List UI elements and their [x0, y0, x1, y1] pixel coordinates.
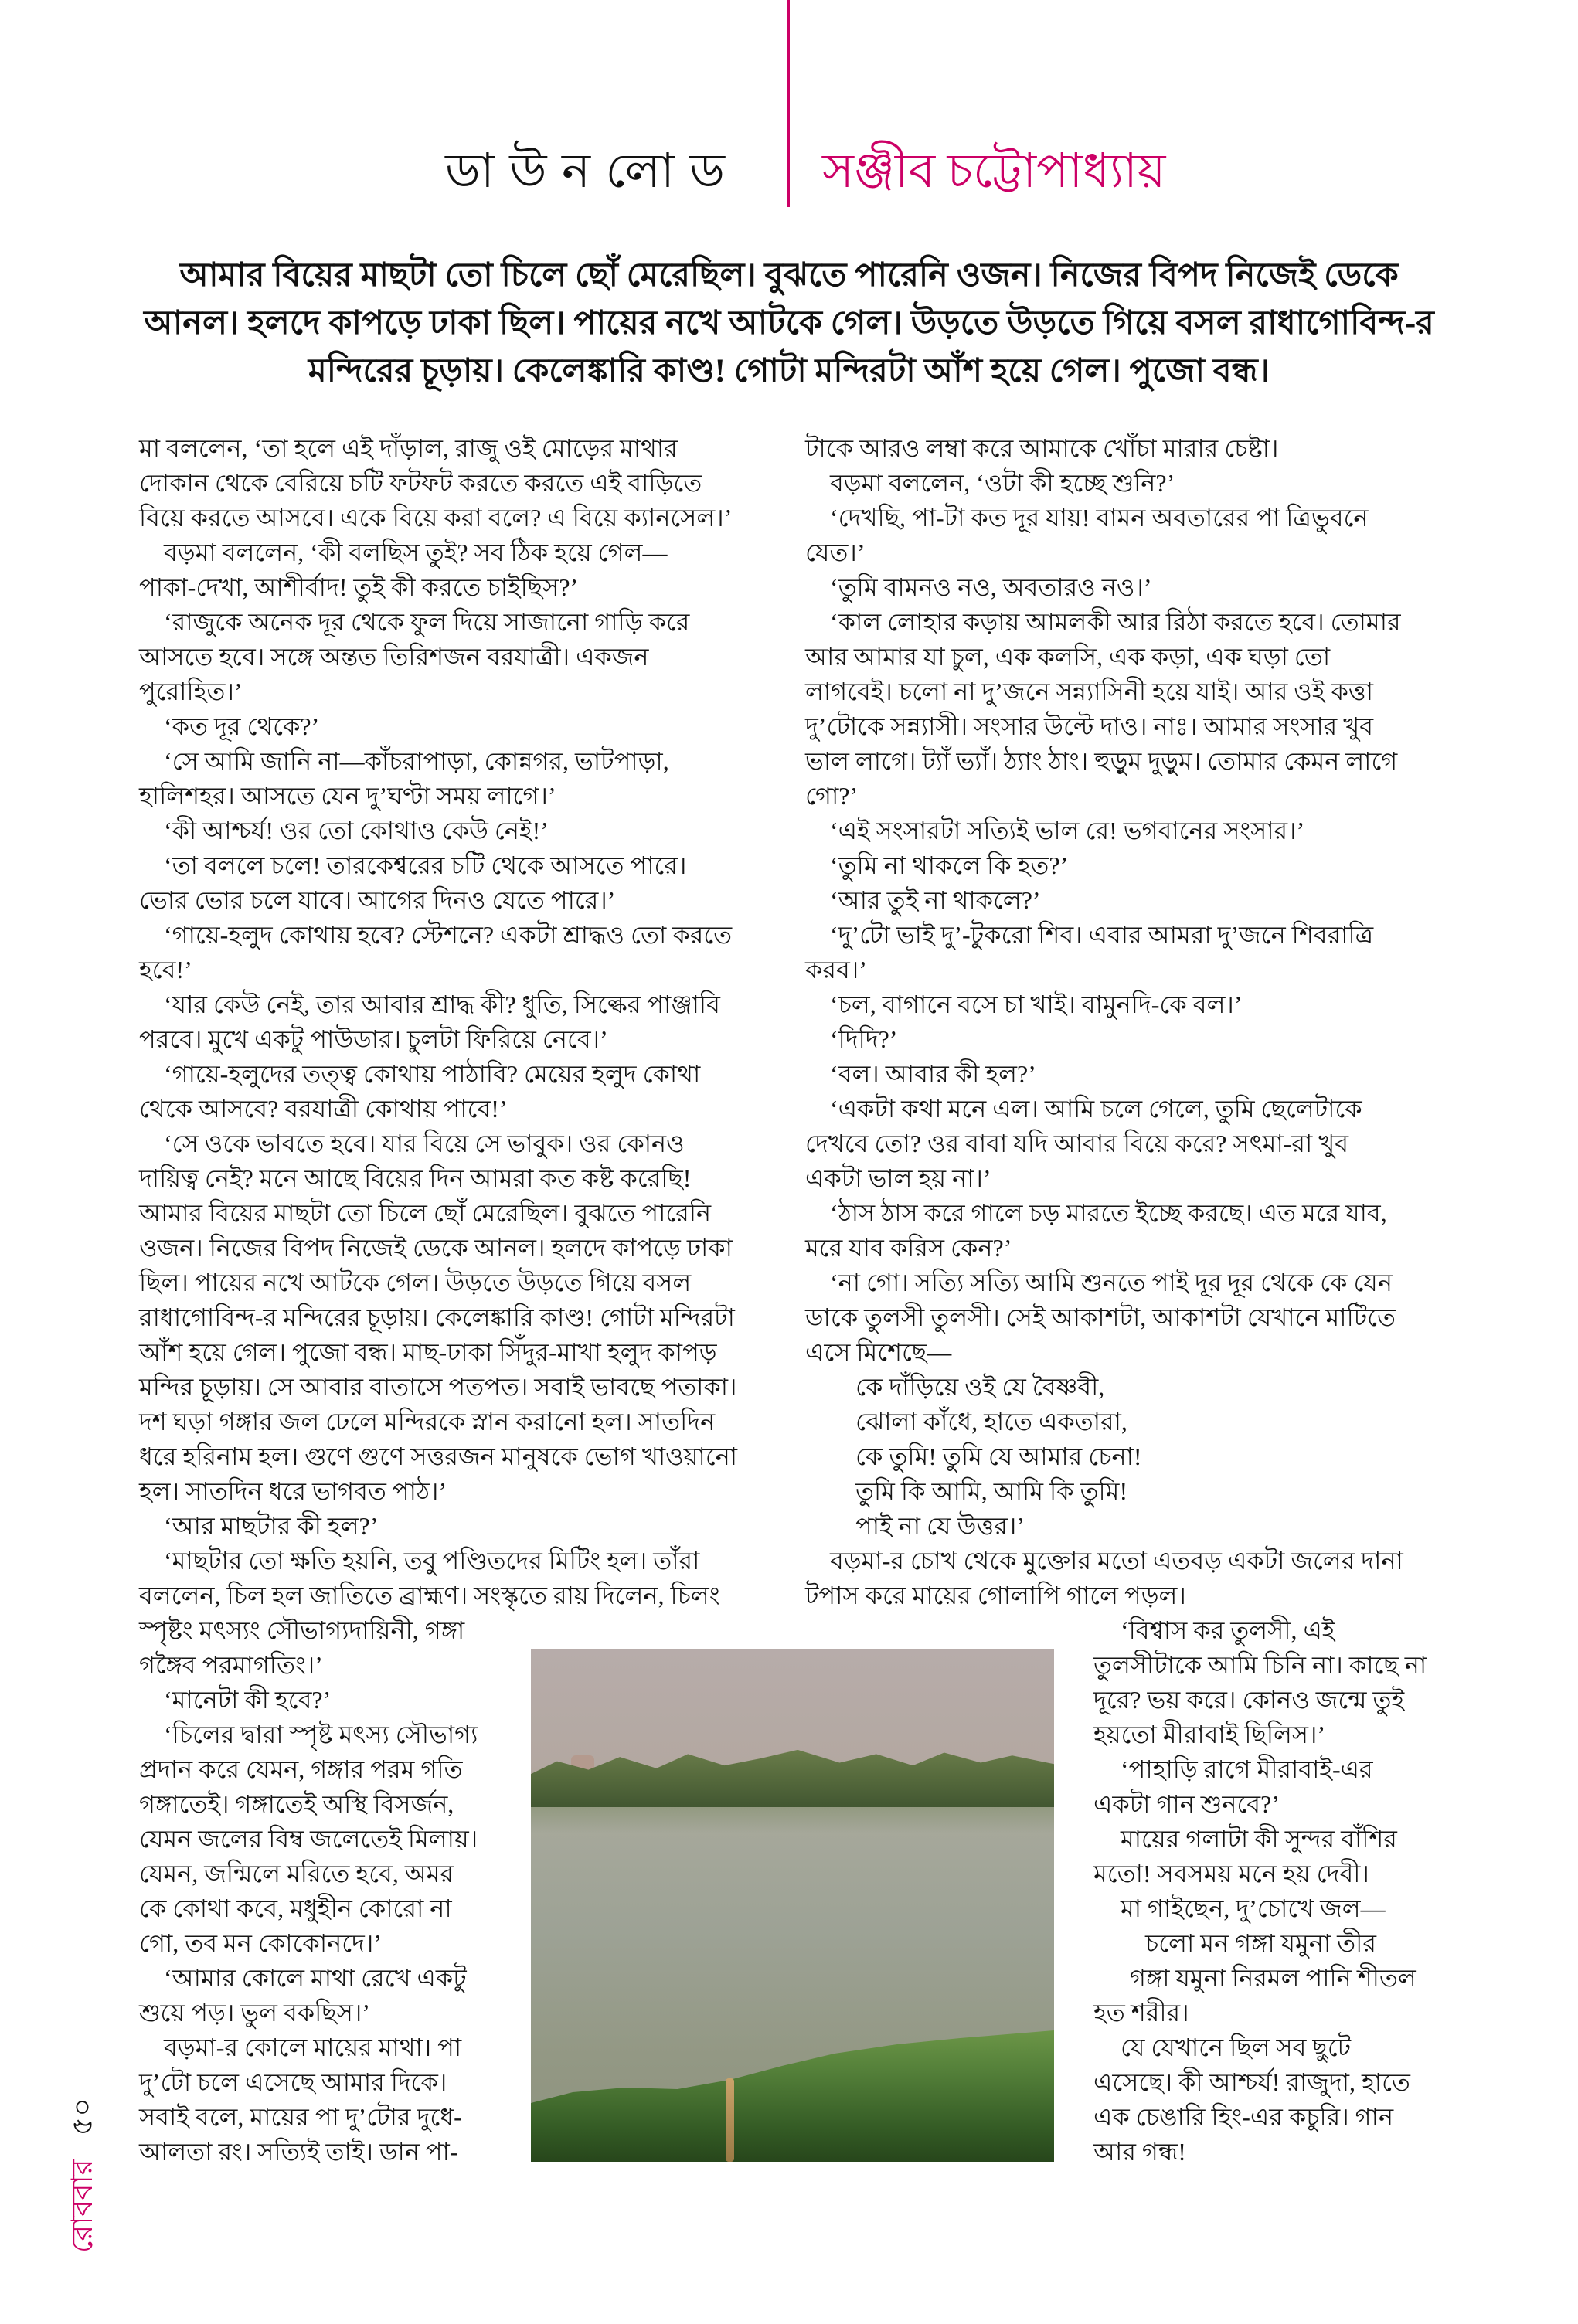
text-line: ‘গায়ে-হলুদ কোথায় হবে? স্টেশনে? একটা শ্রাদ্ধও তো করতে	[164, 921, 733, 949]
text-line: পাকা-দেখা, আশীর্বাদ! তুই কী করতে চাইছিস?’	[139, 573, 579, 601]
magazine-name: রোববার	[66, 2159, 99, 2253]
text-line: ‘বিশ্বাস কর তুলসী, এই	[1121, 1616, 1335, 1644]
text-line: ‘দিদি?’	[830, 1025, 898, 1053]
text-line: গঙ্গা যমুনা নিরমল পানি শীতল	[1130, 1964, 1416, 1992]
text-line: হল। সাতদিন ধরে ভাগবত পাঠ।’	[139, 1477, 447, 1505]
text-line: টাকে আরও লম্বা করে আমাকে খোঁচা মারার চেষ্টা।	[805, 434, 1279, 462]
text-line: হালিশহর। আসতে যেন দু’ঘণ্টা সময় লাগে।’	[139, 782, 556, 810]
text-line: সবাই বলে, মায়ের পা দু’টোর দুধে-	[139, 2103, 462, 2131]
text-line: চলো মন গঙ্গা যমুনা তীর	[1145, 1929, 1376, 1957]
text-line: ‘এই সংসারটা সত্যিই ভাল রে! ভগবানের সংসার।’	[830, 817, 1305, 844]
text-line: আমার বিয়ের মাছটা তো চিলে ছোঁ মেরেছিল। বুঝতে পারেনি	[139, 1199, 712, 1227]
text-line: ‘আমার কোলে মাথা রেখে একটু	[164, 1964, 467, 1992]
text-line: আনল। হলদে কাপড়ে ঢাকা ছিল। পায়ের নখে আটকে গেল। উড়তে উড়তে গিয়ে বসল রাধাগোবিন্দ-র	[144, 305, 1434, 341]
text-line: দু’টো চলে এসেছে আমার দিকে।	[139, 2068, 447, 2096]
text-line: তুমি কি আমি, আমি কি তুমি!	[855, 1477, 1128, 1505]
text-line: দূরে? ভয় করে। কোনও জন্মে তুই	[1093, 1686, 1405, 1714]
text-line: ‘কত দূর থেকে?’	[164, 712, 320, 740]
text-line: পাই না যে উত্তর।’	[855, 1512, 1025, 1540]
text-line: ডাকে তুলসী তুলসী। সেই আকাশটা, আকাশটা যেখানে মাটিতে	[805, 1303, 1396, 1331]
text-line: মা বললেন, ‘তা হলে এই দাঁড়াল, রাজু ওই মোড়ের মাথার	[139, 434, 678, 462]
text-line: মায়ের গলাটা কী সুন্দর বাঁশির	[1121, 1825, 1397, 1853]
text-line: মন্দিরের চূড়ায়। কেলেঙ্কারি কাণ্ড! গোটা মন্দিরটা আঁশ হয়ে গেল। পুজো বন্ধ।	[308, 353, 1270, 389]
text-line: ‘ঠাস ঠাস করে গালে চড় মারতে ইচ্ছে করছে। এত মরে যাব,	[830, 1199, 1387, 1227]
text-line: ভাল লাগে। ট্যাঁ ভ্যাঁ। ঠ্যাং ঠাং। হুড়ুম দুড়ুম। তোমার কেমন লাগে	[805, 747, 1398, 775]
text-line: ‘গায়ে-হলুদের তত্ত্ব কোথায় পাঠাবি? মেয়ের হলুদ কোথা	[164, 1060, 701, 1088]
text-line: থেকে আসবে? বরযাত্রী কোথায় পাবে!’	[139, 1095, 508, 1123]
text-line: যেমন জলের বিম্ব জলেতেই মিলায়।	[139, 1825, 478, 1853]
text-line: বড়মা বললেন, ‘কী বলছিস তুই? সব ঠিক হয়ে গেল—	[164, 539, 668, 566]
text-line: আর গন্ধ!	[1093, 2138, 1186, 2166]
text-line: আঁশ হয়ে গেল। পুজো বন্ধ। মাছ-ঢাকা সিঁদুর-মাখা হলুদ কাপড়	[139, 1338, 717, 1366]
text-line: পরবে। মুখে একটু পাউডার। চুলটা ফিরিয়ে নেবে।’	[139, 1025, 608, 1053]
text-line: ‘তুমি বামনও নও, অবতারও নও।’	[830, 573, 1152, 601]
photo-wooden-post	[726, 2078, 734, 2162]
author-name: সঞ্জীব চট্টোপাধ্যায়	[822, 145, 1166, 198]
text-line: হত শরীর।	[1093, 1999, 1189, 2027]
text-line: কে কোথা কবে, মধুহীন কোরো না	[139, 1894, 452, 1922]
text-line: ‘রাজুকে অনেক দূর থেকে ফুল দিয়ে সাজানো গাড়ি করে	[164, 608, 690, 636]
text-line: দোকান থেকে বেরিয়ে চটি ফটফট করতে করতে এই বাড়িতে	[139, 469, 702, 497]
text-line: তুলসীটাকে আমি চিনি না। কাছে না	[1093, 1651, 1427, 1679]
text-line: ‘সে আমি জানি না—কাঁচরাপাড়া, কোন্নগর, ভাটপাড়া,	[164, 747, 669, 775]
text-line: যেত।’	[805, 539, 866, 566]
text-line: মা গাইছেন, দু’চোখে জল—	[1121, 1894, 1386, 1922]
text-line: বড়মা-র চোখ থেকে মুক্তোর মতো এতবড় একটা জলের দানা	[830, 1547, 1403, 1575]
text-line: আমার বিয়ের মাছটা তো চিলে ছোঁ মেরেছিল। বুঝতে পারেনি ওজন। নিজের বিপদ নিজেই ডেকে	[179, 257, 1399, 294]
text-line: গো, তব মন কোকোনদে।’	[139, 1929, 382, 1957]
text-line: এসে মিশেছে—	[805, 1338, 952, 1366]
text-line: ভোর ভোর চলে যাবে। আগের দিনও যেতে পারে।’	[139, 886, 616, 914]
text-line: হবে!’	[139, 956, 192, 984]
text-line: মরে যাব করিস কেন?’	[805, 1234, 1012, 1262]
text-line: ধরে হরিনাম হল। গুণে গুণে সত্তরজন মানুষকে ভোগ খাওয়ানো	[139, 1442, 738, 1470]
text-line: গো?’	[805, 782, 859, 810]
text-line: ‘দেখছি, পা-টা কত দূর যায়! বামন অবতারের পা ত্রিভুবনে	[830, 504, 1369, 532]
text-line: ‘বল। আবার কী হল?’	[830, 1060, 1036, 1088]
text-line: আর আমার যা চুল, এক কলসি, এক কড়া, এক ঘড়া তো	[805, 643, 1331, 671]
text-line: ওজন। নিজের বিপদ নিজেই ডেকে আনল। হলদে কাপড়ে ঢাকা	[139, 1234, 733, 1262]
text-line: টপাস করে মায়ের গোলাপি গালে পড়ল।	[805, 1582, 1186, 1609]
text-line: দু’টোকে সন্ন্যাসী। সংসার উল্টে দাও। নাঃ। আমার সংসার খুব	[805, 712, 1374, 740]
text-line: ‘দু’টো ভাই দু’-টুকরো শিব। এবার আমরা দু’জনে শিবরাত্রি	[830, 921, 1374, 949]
text-line: দায়িত্ব নেই? মনে আছে বিয়ের দিন আমরা কত কষ্ট করেছি!	[139, 1164, 692, 1192]
text-line: ‘মাছটার তো ক্ষতি হয়নি, তবু পণ্ডিতদের মিটিং হল। তাঁরা	[164, 1547, 700, 1575]
text-line: ঝোলা কাঁধে, হাতে একতারা,	[855, 1408, 1127, 1436]
text-line: দশ ঘড়া গঙ্গার জল ঢেলে মন্দিরকে স্নান করানো হল। সাতদিন	[139, 1408, 716, 1436]
text-line: লাগবেই। চলো না দু’জনে সন্ন্যাসিনী হয়ে যাই। আর ওই কত্তা	[805, 678, 1374, 705]
text-line: ‘সে ওকে ভাবতে হবে। যার বিয়ে সে ভাবুক। ওর কোনও	[164, 1130, 685, 1157]
text-line: ‘যার কেউ নেই, তার আবার শ্রাদ্ধ কী? ধুতি, সিল্কের পাঞ্জাবি	[164, 990, 720, 1018]
river-photo	[531, 1649, 1054, 2162]
text-line: স্পৃষ্টং মৎস্যং সৌভাগ্যদায়িনী, গঙ্গা	[139, 1616, 465, 1644]
text-line: এক চেঙারি হিং-এর কচুরি। গান	[1093, 2103, 1394, 2131]
text-line: মন্দির চূড়ায়। সে আবার বাতাসে পতপত। সবাই ভাবছে পতাকা।	[139, 1373, 737, 1401]
text-line: ‘মানেটা কী হবে?’	[164, 1686, 332, 1714]
text-line: বিয়ে করতে আসবে। একে বিয়ে করা বলে? এ বিয়ে ক্যানসেল।’	[139, 504, 733, 532]
text-line: ছিল। পায়ের নখে আটকে গেল। উড়তে উড়তে গিয়ে বসল	[139, 1269, 692, 1296]
text-line: ‘আর মাছটার কী হল?’	[164, 1512, 379, 1540]
text-line: আলতা রং। সত্যিই তাই। ডান পা-	[139, 2138, 458, 2166]
text-line: কে দাঁড়িয়ে ওই যে বৈষ্ণবী,	[855, 1373, 1105, 1401]
section-title: ডা উ ন লো ড	[445, 145, 726, 198]
text-line: এসেছে। কী আশ্চর্য! রাজুদা, হাতে	[1093, 2068, 1410, 2096]
text-line: বললেন, চিল হল জাতিতে ব্রাহ্মণ। সংস্কৃতে রায় দিলেন, চিলং	[139, 1582, 720, 1609]
text-line: যেমন, জন্মিলে মরিতে হবে, অমর	[139, 1860, 454, 1887]
text-line: ‘কাল লোহার কড়ায় আমলকী আর রিঠা করতে হবে। তোমার	[830, 608, 1401, 636]
text-line: ‘একটা কথা মনে এল। আমি চলে গেলে, তুমি ছেলেটাকে	[830, 1095, 1362, 1123]
text-line: হয়তো মীরাবাই ছিলিস।’	[1093, 1721, 1326, 1748]
text-line: ‘আর তুই না থাকলে?’	[830, 886, 1041, 914]
text-line: একটা ভাল হয় না।’	[805, 1164, 991, 1192]
text-line: বড়মা-র কোলে মায়ের মাথা। পা	[164, 2034, 462, 2061]
text-line: একটা গান শুনবে?’	[1093, 1790, 1280, 1818]
photo-water-reflection	[531, 1807, 1054, 1833]
text-line: পুরোহিত।’	[139, 678, 243, 705]
text-line: ‘তুমি না থাকলে কি হত?’	[830, 851, 1069, 879]
text-line: রাধাগোবিন্দ-র মন্দিরের চূড়ায়। কেলেঙ্কারি কাণ্ড! গোটা মন্দিরটা	[139, 1303, 735, 1331]
text-line: যে যেখানে ছিল সব ছুটে	[1121, 2034, 1352, 2061]
text-line: বড়মা বললেন, ‘ওটা কী হচ্ছে শুনি?’	[830, 469, 1175, 497]
text-line: দেখবে তো? ওর বাবা যদি আবার বিয়ে করে? সৎমা-রা খুব	[805, 1130, 1349, 1157]
text-line: ‘চল, বাগানে বসে চা খাই। বামুনদি-কে বল।’	[830, 990, 1243, 1018]
header-divider-rule	[787, 0, 790, 207]
text-line: শুয়ে পড়। ভুল বকছিস।’	[139, 1999, 370, 2027]
text-line: কে তুমি! তুমি যে আমার চেনা!	[855, 1442, 1142, 1470]
text-line: প্রদান করে যেমন, গঙ্গার পরম গতি	[139, 1755, 463, 1783]
text-line: ‘চিলের দ্বারা স্পৃষ্ট মৎস্য সৌভাগ্য	[164, 1721, 478, 1748]
text-line: ‘কী আশ্চর্য! ওর তো কোথাও কেউ নেই!’	[164, 817, 549, 844]
lead-paragraph	[109, 252, 1469, 396]
text-line: ‘তা বললে চলে! তারকেশ্বরের চটি থেকে আসতে পারে।	[164, 851, 687, 879]
text-line: মতো! সবসময় মনে হয় দেবী।	[1093, 1860, 1369, 1887]
text-line: গঙ্গাতেই। গঙ্গাতেই অস্থি বিসর্জন,	[139, 1790, 454, 1818]
text-line: আসতে হবে। সঙ্গে অন্তত তিরিশজন বরযাত্রী। একজন	[139, 643, 649, 671]
text-line: ‘না গো। সত্যি সত্যি আমি শুনতে পাই দূর দূর থেকে কে যেন	[830, 1269, 1393, 1296]
text-line: করব।’	[805, 956, 867, 984]
text-line: গঙ্গৈব পরমাগতিং।’	[139, 1651, 323, 1679]
page-margin-label	[65, 2098, 100, 2253]
page-number: ৫০	[66, 2098, 99, 2136]
text-line: ‘পাহাড়ি রাগে মীরাবাই-এর	[1121, 1755, 1373, 1783]
